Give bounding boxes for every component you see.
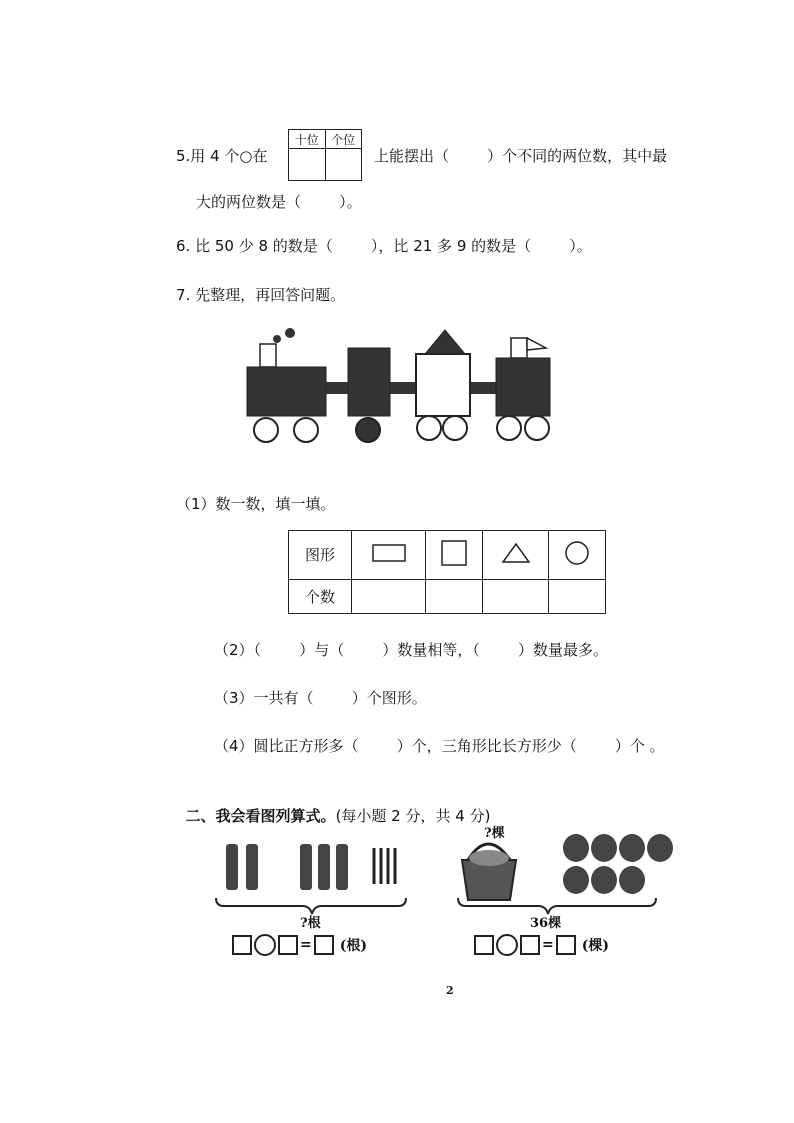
stick-bundles-group-1: [226, 844, 258, 890]
answer-box[interactable]: [232, 935, 252, 955]
q5-prefix: 5.用 4 个○在: [176, 147, 268, 165]
dark-square-car: [348, 348, 390, 416]
cabbage: [563, 866, 589, 894]
stick-bundle: [226, 844, 238, 890]
train-picture: [240, 322, 560, 446]
right-equation: [474, 934, 609, 956]
wheel-7: [525, 416, 549, 440]
answer-box[interactable]: [520, 935, 540, 955]
wheel-4: [417, 416, 441, 440]
square-icon: [441, 540, 467, 566]
q7-sub2: （2）（ ）与（ ）数量相等，（ ）数量最多。: [214, 641, 608, 659]
section2-title: 二、我会看图列算式。: [185, 807, 336, 825]
ones-header: 个位: [325, 130, 362, 149]
wheel-3: [356, 418, 380, 442]
stick-bundles-group-2: [300, 844, 348, 890]
q6-text: 6. 比 50 少 8 的数是（ ），比 21 多 9 的数是（ ）。: [176, 237, 592, 255]
right-unit: (棵): [581, 938, 609, 954]
triangle-count-cell[interactable]: [483, 579, 549, 613]
page-number: 2: [446, 984, 454, 997]
wheel-2: [294, 418, 318, 442]
q5-suffix: 上能摆出（ ）个不同的两位数，其中最: [374, 147, 668, 165]
cabbages-group: [563, 834, 673, 894]
ones-cell[interactable]: [325, 149, 362, 181]
section2-heading: [176, 786, 490, 826]
circle-icon: [564, 540, 590, 566]
rectangle-count-cell[interactable]: [352, 579, 426, 613]
cabbage: [647, 834, 673, 862]
cabbage: [563, 834, 589, 862]
place-value-table: [288, 129, 362, 181]
engine-rectangle: [247, 367, 326, 416]
tens-cell[interactable]: [289, 149, 326, 181]
right-total-label: 36棵: [530, 916, 562, 931]
q7-sub1: （1）数一数，填一填。: [176, 495, 336, 513]
answer-box[interactable]: [278, 935, 298, 955]
cabbage-picture: [452, 830, 692, 916]
triangle-icon: [501, 542, 531, 564]
square-header: [426, 531, 483, 580]
circle-header: [548, 531, 605, 580]
smoke-circle-1: [273, 335, 281, 343]
rectangle-icon: [372, 544, 406, 562]
stick-bundle: [300, 844, 312, 890]
basket-icon: [462, 844, 516, 900]
q7-title: 7. 先整理，再回答问题。: [176, 286, 346, 304]
q5-line2: 大的两位数是（ ）。: [196, 193, 362, 211]
circle-count-cell[interactable]: [548, 579, 605, 613]
stick-bundle: [246, 844, 258, 890]
stick-bundle: [318, 844, 330, 890]
q7-sub3: （3）一共有（ ）个图形。: [214, 689, 427, 707]
flag-triangle: [527, 338, 546, 350]
square-count-cell[interactable]: [426, 579, 483, 613]
cabbage: [591, 866, 617, 894]
chimney-rectangle: [260, 344, 276, 367]
connector-1: [326, 382, 348, 394]
section2-note: (每小题 2 分，共 4 分): [335, 807, 491, 825]
connector-2: [390, 382, 416, 394]
flag-pole-box: [511, 338, 527, 358]
smoke-circle-2: [285, 328, 295, 338]
answer-box[interactable]: [314, 935, 334, 955]
cabbage: [619, 866, 645, 894]
triangle-header: [483, 531, 549, 580]
wheel-5: [443, 416, 467, 440]
answer-box[interactable]: [474, 935, 494, 955]
q7-sub4: （4）圆比正方形多（ ）个，三角形比长方形少（ ）个 。: [214, 737, 665, 755]
equals-sign: =: [542, 937, 554, 953]
shape-count-table: [288, 530, 606, 614]
single-sticks: [374, 848, 395, 884]
cabbage: [591, 834, 617, 862]
count-row-label: 个数: [289, 579, 352, 613]
operator-circle[interactable]: [496, 934, 518, 956]
equals-sign: =: [300, 937, 312, 953]
operator-circle[interactable]: [254, 934, 276, 956]
basket-label: ?棵: [484, 826, 505, 841]
white-square-car: [416, 354, 470, 416]
left-equation: [232, 934, 367, 956]
last-car-rectangle: [496, 358, 550, 416]
stick-bundle: [336, 844, 348, 890]
cabbage: [619, 834, 645, 862]
answer-box[interactable]: [556, 935, 576, 955]
left-unit: (根): [339, 938, 367, 954]
roof-triangle: [425, 330, 465, 354]
wheel-1: [254, 418, 278, 442]
shape-row-label: 图形: [289, 531, 352, 580]
left-total-label: ?根: [300, 916, 321, 931]
wheel-6: [497, 416, 521, 440]
sticks-picture: [212, 838, 412, 920]
connector-3: [470, 382, 496, 394]
rectangle-header: [352, 531, 426, 580]
tens-header: 十位: [289, 130, 326, 149]
